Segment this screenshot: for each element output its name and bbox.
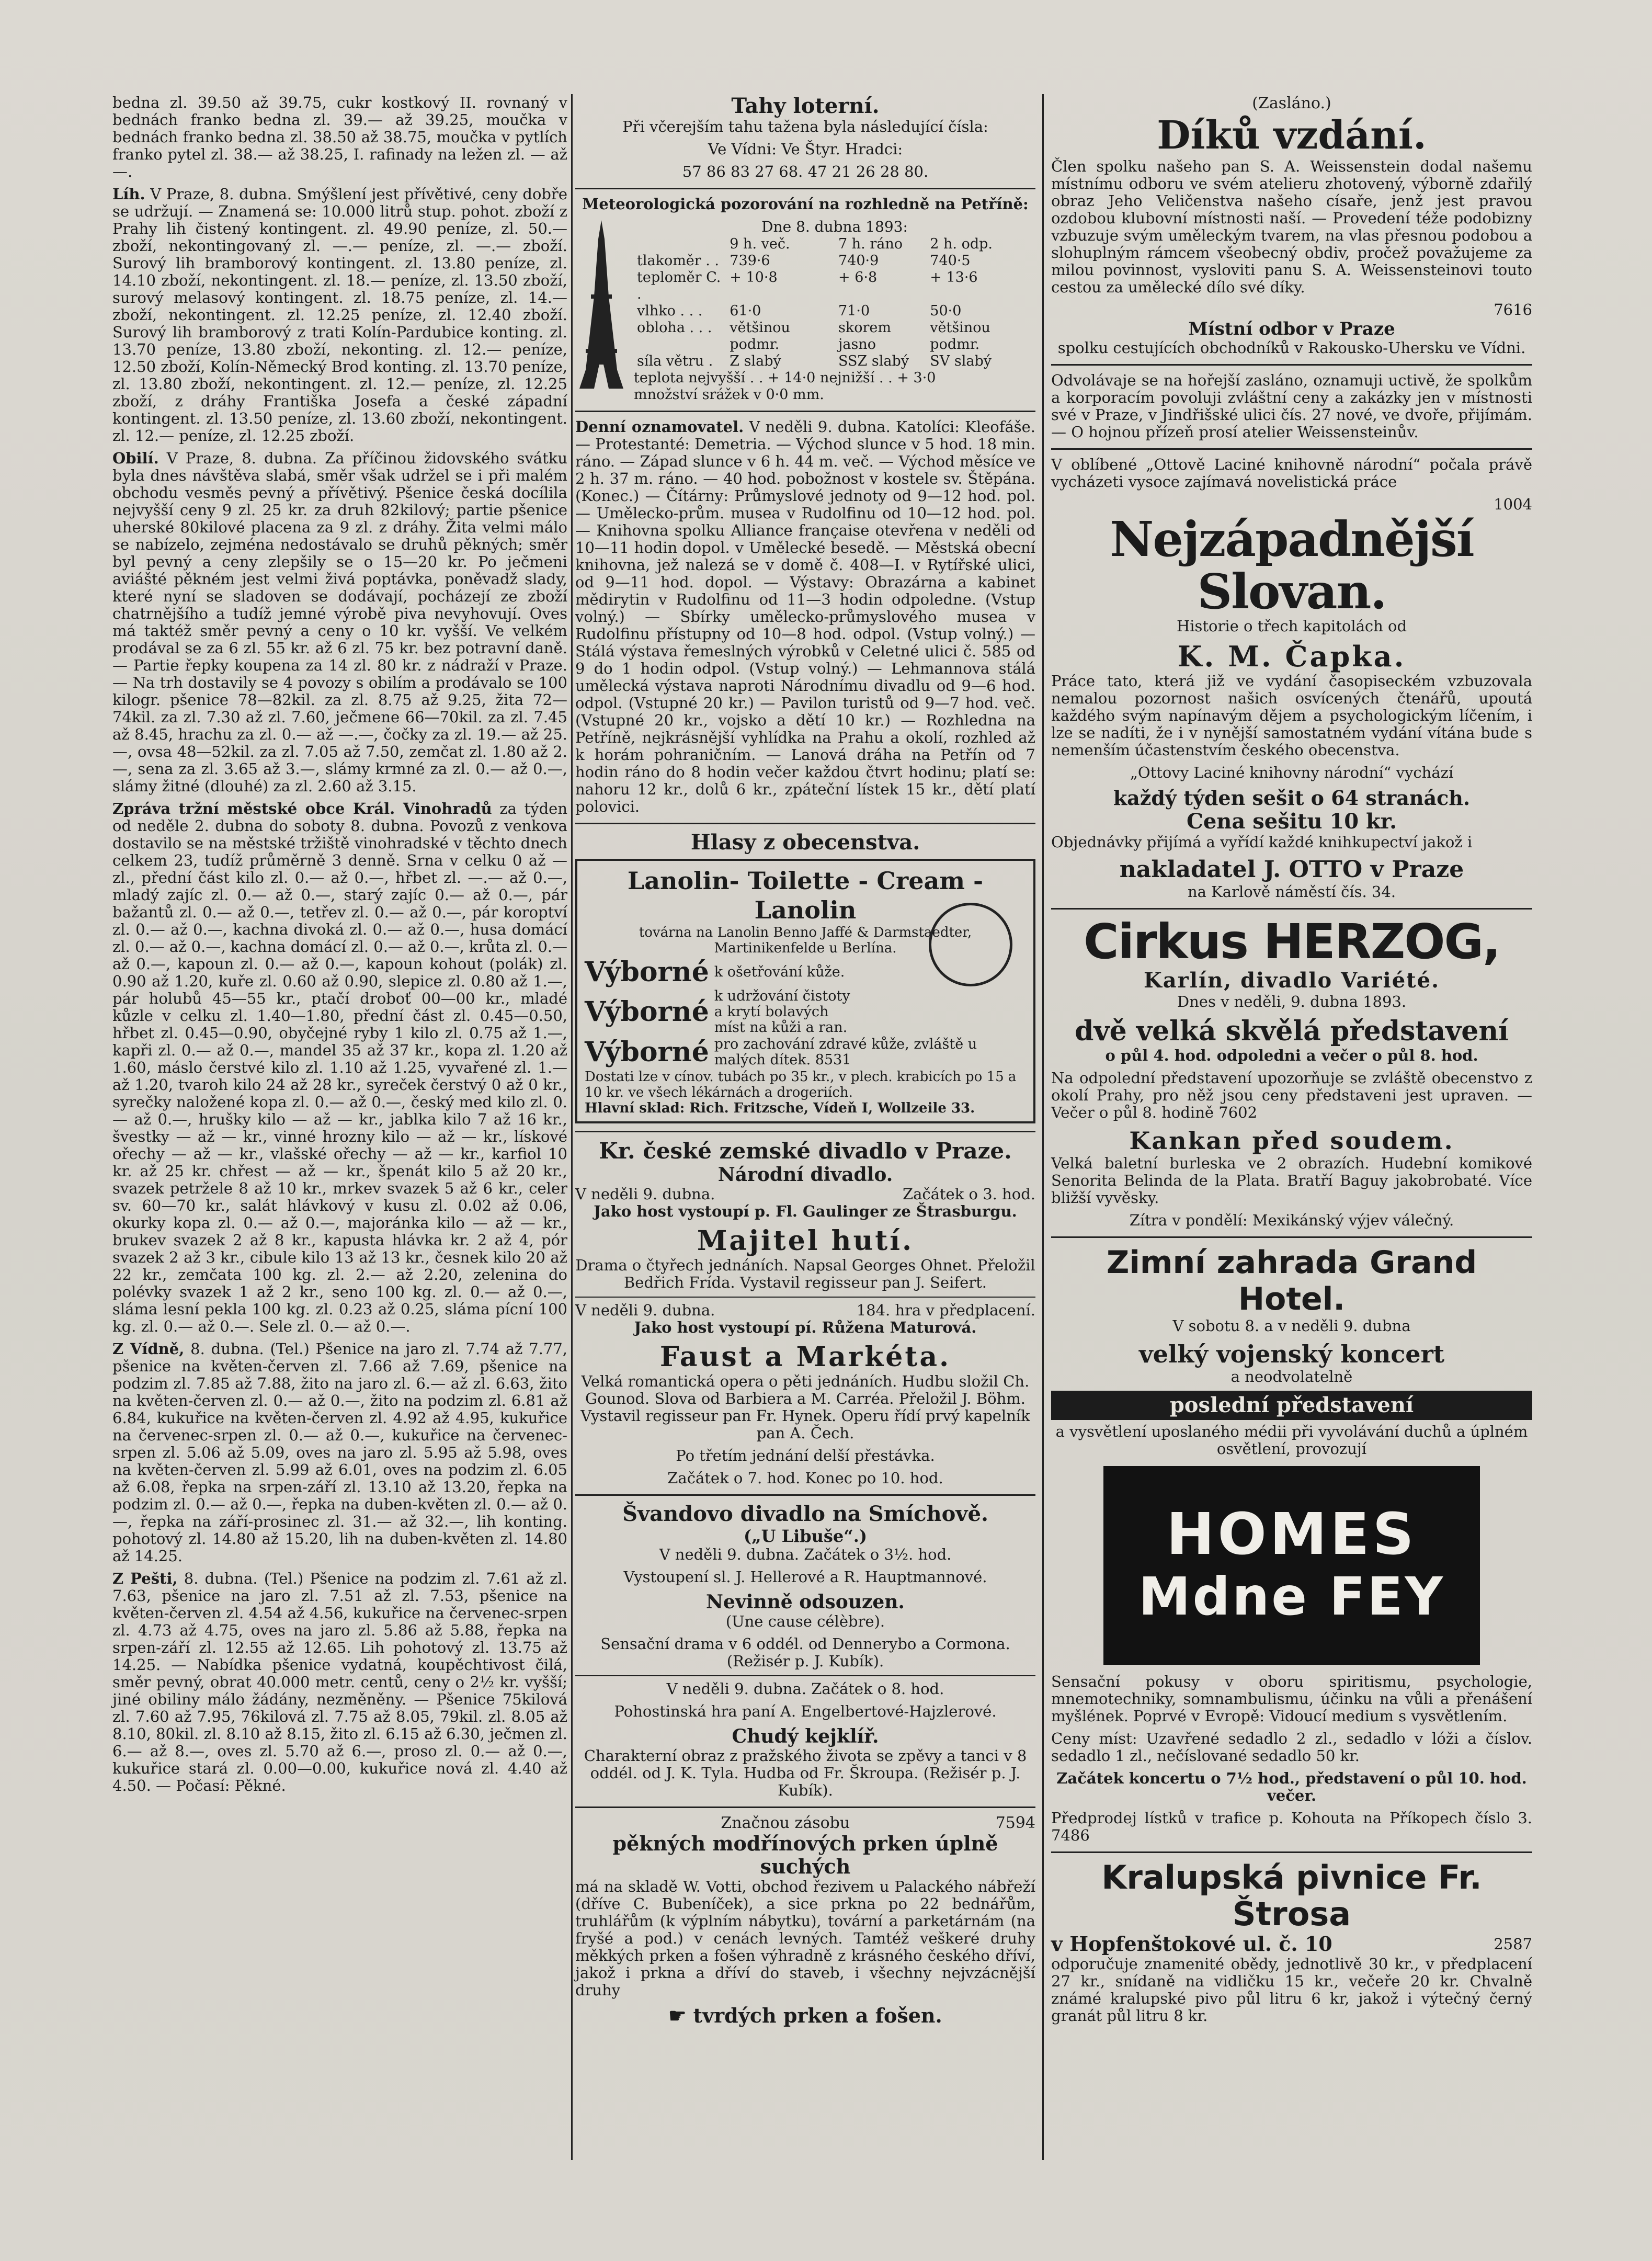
nd2-date: V neděli 9. dubna. — [575, 1301, 715, 1319]
meteo-cell: SSZ slabý — [838, 353, 909, 369]
divider — [1051, 908, 1532, 910]
meteo-cell: Z slabý — [730, 353, 781, 369]
meteo-header-cell — [634, 236, 726, 253]
pest-report — [112, 1570, 567, 1794]
divider — [575, 1806, 1035, 1808]
nd2-guest: Jako host vystoupí pí. Růžena Maturová. — [634, 1319, 977, 1336]
nd-time: Začátek o 3. hod. — [902, 1185, 1035, 1203]
otto-address: na Karlově náměstí čís. 34. — [1187, 883, 1396, 901]
meteo-row — [634, 269, 1035, 303]
homes-presale-text: Předprodej lístků v trafice p. Kohouta na Příkopech číslo 3. — [1051, 1809, 1532, 1827]
meteo-cell: 71·0 — [838, 303, 870, 319]
pub-title: Kralupská pivnice Fr. Štrosa — [1101, 1858, 1482, 1933]
thanks-signature: Místní odbor v Praze — [1188, 319, 1395, 339]
lanolin-advert — [575, 859, 1035, 1123]
national-theatre-sub: Národní divadlo. — [717, 1164, 893, 1186]
column-divider — [1042, 94, 1044, 2160]
homes-line-1: HOMES — [1166, 1501, 1417, 1567]
meteo-cell: 50·0 — [930, 303, 962, 319]
meteo-cell: většinou podmr. — [730, 320, 790, 353]
meteo-table — [634, 236, 1035, 370]
meteo-heading: Meteorologická pozorování na rozhledně na Petříně: — [582, 195, 1029, 213]
nd2-description: Velká romantická opera o pěti jednáních. Hudbu složil Ch. Gounod. Slova od Barbiera a M. Carréa. Přeložil J. Böhm. Vystavil regisseur pan Fr. Hynek. Operu řídí prvý kapelník pan A. Čech. — [580, 1372, 1030, 1442]
pest-text: 8. dubna. (Tel.) Pšenice na podzim zl. 7.61 až zl. 7.63, pšenice na jaro zl. 7.51 až zl. 7.53, pšenice na květen-červen zl. 4.54 až 4.56, kukuřice na červenec-srpen zl. 4.73 až 4.75, oves na jaro zl. 5.86 až 5.88, řepka na srpen-září zl. 12.55 až 12.65. Lih pohotový zl. 13.75 až 14.25. — Nabídka pšenice vydatná, koupěchtivost čilá, směr pevný, obrat 40.000 metr. centů, ceny o 2½ kr. vyšší; jiné obiliny málo žádány, nezměněny. — Pšenice 75kilová zl. 7.60 až 7.95, 76kilová zl. 7.75 až 8.05, 79kil. zl. 8.05 až 8.10, 80kil. zl. 8.10 až 8.15, žito zl. 6.15 až 6.30, ječmen zl. 6.— až 8.—, oves zl. 5.70 až 6.—, proso zl. 0.— až 0.—, kukuřice stará zl. 0.00—0.00, kukuřice nová zl. 4.40 až 4.50. — Počasí: Pěkné. — [112, 1570, 567, 1794]
meteo-cell: tlakoměr . . — [637, 253, 720, 269]
otto-price: Cena sešitu 10 kr. — [1186, 809, 1397, 834]
homes-times: Začátek koncertu o 7½ hod., představení o půl 10. hod. večer. — [1056, 1769, 1527, 1804]
spirits-text: V Praze, 8. dubna. Smýšlení jest přívětivé, ceny dobře se udržují. — Znamená se: 10.000 litrů stup. pohot. zboží z Prahy lih čistený kontingent. zl. 49.90 peníze, zl. 50.— zboží, nekontingovaný zl. —.— peníze, zl. —.— zboží. Surový lih bramborový kontingent. zl. 13.80 peníze, zl. 14.10 zboží, nekontingent. zl. 18.— peníze, zl. 13.50 zboží, surový melasový kontingent. zl. 18.75 peníze, zl. 14.— zboží, nekontingent. zl. 12.25 peníze, zl. 12.40 zboží. Surový lih bramborový z trati Kolín-Pardubice konting. zl. 13.70 peníze, 13.80 zboží, nekonting. zl. 12.— peníze, 12.50 zboží, Kolín-Německý Brod konting. zl. 13.70 peníze, zl. 13.80 zboží, nekontingent. zl. 12.— peníze, zl. 12.25 zboží, z dráhy Františka Josefa a české západní kontingent. zl. 13.50 peníze, zl. 13.60 zboží, nekontingent. zl. 12.— peníze, zl. 12.25 zboží. — [112, 185, 567, 445]
divider — [575, 1297, 1035, 1298]
zasl-label: (Zasláno.) — [1252, 94, 1331, 112]
vinohrady-heading: Zpráva tržní městské obce Král. Vinohradů — [112, 800, 492, 817]
otto-number: 1004 — [1494, 495, 1532, 513]
grain-heading: Obilí. — [112, 449, 159, 467]
meteo-temperature: teplota nejvyšší . . + 14·0 nejnižší . . + 3·0 — [634, 370, 936, 386]
weissenstein-notice: Odvolávaje se na hořejší zasláno, oznamuji uctivě, že spolkům a korporacím povoluji zvláštní ceny a zakázky jen v místnosti své v Praze, v Jindřišské ulici čís. 27 nové, ve dvoře, přijímám. — O hojnou přízeň prosí atelier Weissensteinův. — [1051, 371, 1532, 441]
lumber-number: 7594 — [995, 1814, 1035, 1832]
lumber-ending-text: tvrdých prken a fošen. — [693, 2004, 942, 2027]
otto-weekly-1: „Ottovy Laciné knihovny národní“ vychází — [1130, 764, 1454, 781]
meteo-row — [634, 320, 1035, 353]
nd2-play-title: Faust a Markéta. — [659, 1341, 951, 1373]
sv2-play-title: Chudý kejklíř. — [732, 1725, 879, 1747]
nd2-info: 184. hra v předplacení. — [856, 1301, 1035, 1319]
lumber-ending — [575, 2004, 1035, 2027]
lanolin-seal-icon — [929, 903, 1012, 986]
otto-intro: V oblíbené „Ottově Laciné knihovně národní“ počala právě vycházeti vysoce zajímavá novelistická práce — [1051, 456, 1532, 491]
petrin-tower-icon — [575, 218, 628, 403]
column-adverts — [1051, 94, 1532, 2030]
winter-garden-concert: velký vojenský koncert — [1138, 1340, 1445, 1368]
otto-order: Objednávky přijímá a vyřídí každé knihkupectví jakož i — [1051, 833, 1473, 851]
meteo-row — [634, 253, 1035, 269]
divider — [575, 1675, 1035, 1676]
divider — [575, 411, 1035, 412]
meteo-cell: SV slabý — [930, 353, 992, 369]
pub-text: odporučuje znamenité obědy, jednotlivě 30 kr., v předplacení 27 kr., snídaně na vidličku 15 kr., večeře 20 kr. Chvalně známé kralupské pivo půl litru 6 kr, jakož i výtečný černý granát půl litru 8 kr. — [1051, 1955, 1532, 2025]
divider — [575, 1494, 1035, 1496]
sv2-description: Charakterní obraz z pražského života se zpěvy a tanci v 8 oddél. od J. K. Tyla. Hudba od Fr. Škroupa. (Režisér p. J. Kubík). — [584, 1747, 1027, 1799]
claim-text: k ošetřování kůže. — [714, 964, 845, 980]
sv2-performers: Pohostinská hra paní A. Engelbertové-Hajzlerové. — [614, 1702, 997, 1720]
lumber-header-row — [575, 1814, 1035, 1832]
divider — [1051, 1236, 1532, 1238]
divider — [575, 188, 1035, 189]
lanolin-title: Lanolin- Toilette - Cream - Lanolin — [627, 867, 984, 924]
nd-play-title: Majitel hutí. — [697, 1225, 914, 1257]
homes-number: 7486 — [1051, 1826, 1090, 1844]
lumber-intro: Značnou zásobu — [721, 1814, 850, 1832]
lottery-places: Ve Vídni: Ve Štyr. Hradci: — [708, 140, 903, 158]
novel-author: K. M. Čapka. — [1177, 640, 1406, 673]
homes-line-2: Mdne FEY — [1138, 1566, 1445, 1627]
thanks-text: Člen spolku našeho pan S. A. Weissenstein dodal našemu místnímu odboru ve svém atelieru zhotovený, výborně zdařilý obraz Jeho Veličenstva našeho císaře, jenž jest pravou ozdobou klubovní místnosti naší. — Provedení téže podobizny vzbuzuje svým uměleckým tvarem, na vlas přesnou podobou a slohuplným rámcem všeobecný obdiv, pročež považujeme za milou povinnost, vysloviti panu S. A. Weissensteinovi touto cestou za umělecké dílo své díky. — [1051, 157, 1532, 296]
pub-number: 2587 — [1494, 1935, 1532, 1953]
otto-publisher: nakladatel J. OTTO v Praze — [1119, 856, 1464, 883]
vienna-heading: Z Vídně, — [112, 1340, 185, 1358]
column-divider — [571, 94, 573, 2160]
nd2-date-row — [575, 1302, 1035, 1319]
daily-text: V neděli 9. dubna. Katolíci: Kleofáše. — Protestanté: Demetria. — Východ slunce v 5 hod. 18 min. ráno. — Západ slunce v 6 h. 44 m. več. — Východ měsíce ve 2 h. 37 m. ráno. — 40 hod. pobožnost v kostele sv. Štěpána. (Konec.) — Čítárny: Průmyslové jednoty od 9—12 hod. pol. — Umělecko-prům. musea v Rudolfinu od 10—12 hod. pol. — Knihovna spolku Alliance française otevřena v neděli od 10—11 hodin dopol. v Umělecké besedě. — Městská obecní knihovna, jež nalezá se v domě č. 408—I. v Rytířské ulici, od 9—11 hod. dopol. — Výstavy: Obrazárna a kabinet mědirytin v Rudolfinu od 11—3 hodin odpoledne. (Vstup volný.) — Sbírky umělecko-průmyslového musea v Rudolfinu přístupny od 10—8 hod. odpol. (Vstup volný.) — Stálá výstava řemeslných výrobků v Celetné ulici č. 585 od 9 do 1 hodin odpol. (Vstup volný.) — Lehmannova stálá umělecká výstava naproti Národnímu divadlu od 9—6 hod. odpol. (Vstupné 20 kr.) — Pavilon turistů od 9—7 hod. več. (Vstupné 20 kr., vojsko a dětí 10 kr.) — Rozhledna na Petříně, nejkrásnější vyhlídka na Prahu a okolí, rozhled až k horám pohraničním. — Lanová dráha na Petřín od 7 hodin ráno do 8 hodin večer každou čtvrt hodinu; platí se: nahoru 12 kr., dolů 6 kr., zpáteční lístek 15 kr., dětí platí polovici. — [575, 418, 1036, 815]
last-performance-bar: poslední představení — [1051, 1391, 1532, 1420]
pub-address-row — [1051, 1933, 1532, 1956]
vinohrady-report — [112, 800, 567, 1335]
divider — [575, 823, 1035, 824]
claim-word: Výborné — [585, 996, 709, 1028]
vienna-text: 8. dubna. (Tel.) Pšenice na jaro zl. 7.74 až 7.77, pšenice na květen-červen zl. 7.66 až 7.69, pšenice na podzim zl. 7.85 až 7.88, žito na jaro zl. 6.— až zl. 6.63, žito na květen-červen zl. 0.— až 0.—, žito na podzim zl. 6.81 až 6.84, kukuřice na květen-červen zl. 4.92 až 4.95, kukuřice na červenec-srpen zl. 0.— až 0.—, kukuřice na červenec-srpen zl. 5.06 až 5.09, oves na jaro zl. 5.95 až 5.98, oves na květen-červen zl. 5.99 až 6.01, oves na podzim zl. 6.05 až 6.08, řepka na srpen-září zl. 13.10 až 13.20, řepka na podzim zl. 0.— až 0.—, řepka na duben-květen zl. 0.— až 0.—, řepka na září-prosinec zl. 31.— až 32.—, lih konting. pohotový zl. 14.80 až 15.20, lih na duben-květen zl. 14.80 až 14.25. — [112, 1340, 568, 1565]
circus-venue: Karlín, divadlo Variété. — [1143, 968, 1440, 993]
meteo-cell: obloha . . . — [637, 320, 712, 336]
sugar-prices: bedna zl. 39.50 až 39.75, cukr kostkový II. rovnaný v bednách franko bedna zl. 39.— až 39.25, moučka v bednách franko bedna zl. 38.50 až 38.75, moučka v pytlích franko pytel zl. 38.— až 38.25, I. rafinady na ležen zl. — až —. — [112, 94, 567, 180]
vienna-report — [112, 1340, 567, 1565]
circus-text — [1051, 1070, 1532, 1121]
weather-block — [575, 218, 1035, 403]
pub-address: v Hopfenštokové ul. č. 10 — [1051, 1932, 1332, 1956]
nd-date-row — [575, 1186, 1035, 1203]
lumber-title: pěkných modřínových prken úplně suchých — [612, 1832, 998, 1878]
public-voices-heading: Hlasy z obecenstva. — [690, 830, 920, 855]
divider — [575, 1131, 1035, 1132]
meteo-row — [634, 303, 1035, 320]
grain-report — [112, 450, 567, 795]
claim-word: Výborné — [585, 956, 709, 988]
vinohrady-text: za týden od neděle 2. dubna do soboty 8. dubna. Povozů z venkova dostavilo se na městské tržiště vinohradské v těchto dnech celkem 23, tudíž průměrně 3 denně. Srna v celku 0 až — zl., přední část kilo zl. 0.— až 0.—, hřbet zl. —.— až 0.—, mladý zajíc zl. 0.— až 0.—, starý zajíc 0.— až 0.—, pár bažantů zl. 0.— až 0.—, tetřev zl. 0.— až 0.—, pár koroptví zl. 0.— až 0.—, kachna divoká zl. 0.— až 0.—, husa domácí zl. 0.— až 0.—, kachna domácí zl. 0.— až 0.—, krůta zl. 0.— až 0.—, kapoun zl. 0.— až 0.—, kapoun kohout (polák) zl. 0.90 až 1.20, kuře zl. 0.60 až 0.90, slepice zl. 0.80 až 1.—, pár holubů 45—55 kr., ptačí droboť 00—00 kr., mladé kůzle v celku zl. 1.40—1.80, přední část zl. 0.45—0.50, hřbet zl. 0.45—0.90, obyčejné ryby 1 kilo zl. 0.75 až 1.—, kapři zl. 0.— až 0.—, mandel 35 až 37 kr., kopa zl. 1.20 až 1.60, máslo čerstvé kilo zl. 1.10 až 1.25, vyvařené zl. 1.— až 1.20, tvaroh kilo 24 až 28 kr., syreček čerstvý 0 až 0 kr., syrečky naložené kopa zl. 0.— až 0.—, český med kilo zl. 0.— až 0.—, hrušky kilo — až — kr., jablka kilo 7 až 16 kr., švestky — až — kr., vinné hrozny kilo — až — kr., lískové ořechy — až — kr., vlašské ořechy — až — kr., karfiol 10 kr. až 25 kr. chřest — až — kr., špenát kilo 5 až 20 kr., svazek petržele 8 až 10 kr., mrkev svazek 5 až 6 kr., celer sv. 60—70 kr., salát hlávkový v kusu zl. 0.02 až 0.06, okurky kopa zl. 0.— až 0.—, majoránka kilo — až — kr., brukev svazek 2 až 8 kr., kapusta hlávka kr. 2 až 4, pór svazek 2 až 3 kr., cibule kilo 13 až 13 kr., česnek kilo 20 až 22 kr., zemčata 100 kg. zl. 2.— až 2.20, zelenina do polévky svazek 1 až 2 kr., seno 100 kg. zl. 0.— až 0.—, sláma lesní pekla 100 kg. zl. 0.23 až 0.25, sláma pícní 100 kg. zl. 0.— až 0.—. Sele zl. 0.— až 0.—. — [112, 800, 567, 1335]
novel-title: Nejzápadnější Slovan. — [1110, 511, 1474, 620]
nd-guest: Jako host vystoupí p. Fl. Gaulinger ze Štrasburgu. — [594, 1202, 1017, 1220]
meteo-cell: síla větru . — [637, 353, 713, 369]
meteo-cell: vlhko . . . — [637, 303, 703, 319]
meteo-date: Dne 8. dubna 1893: — [761, 218, 908, 235]
lottery-heading: Tahy loterní. — [731, 94, 880, 118]
homes-text: Sensační pokusy v oboru spiritismu, psychologie, mnemotechniky, somnambulismu, účinku na vůli a přenášení myšlének. Poprvé v Evropě: Vidoucí medium s vysvětlením. — [1051, 1673, 1532, 1725]
meteo-cell: + 10·8 — [730, 269, 778, 286]
nd2-note: Po třetím jednání delší přestávka. — [676, 1447, 935, 1464]
lanolin-maker: továrna na Lanolin Benno Jaffé & Darmstaedter, Martinikenfelde u Berlína. — [639, 925, 972, 956]
meteo-cell: 61·0 — [730, 303, 761, 319]
otto-weekly-2: každý týden sešit o 64 stranách. — [1113, 786, 1471, 810]
spirits-heading: Líh. — [112, 185, 145, 203]
lanolin-purchase: Dostati lze v cínov. tubách po 35 kr., v plech. krabicích po 15 a 10 kr. ve všech lékárnách a drogeriích. — [585, 1069, 1017, 1100]
homes-fey-banner — [1103, 1466, 1480, 1665]
novel-text: Práce tato, která již ve vydání časopiseckém vzbuzovala nemalou pozornost našich osvícených čtenářů, upoutá každého svým napínavým dějem a psychologickým líčením, i lze se nadíti, že i v nynější samostatném vydání vítána bude s nemenším účastenstvím českého obecenstva. — [1051, 672, 1532, 759]
nd-description: Drama o čtyřech jednáních. Napsal Georges Ohnet. Přeložil Bedřich Frída. Vystavil regisseur pan J. Seifert. — [575, 1256, 1035, 1291]
daily-notices — [575, 418, 1035, 815]
sv-play-subtitle: (Une cause célèbre). — [725, 1612, 885, 1630]
claim-word: Výborné — [585, 1036, 709, 1068]
winter-garden-title: Zimní zahrada Grand Hotel. — [1106, 1244, 1477, 1317]
meteo-rain: množství srážek v 0·0 mm. — [634, 387, 824, 403]
divider — [1051, 1851, 1532, 1853]
national-theatre-heading: Kr. české zemské divadlo v Praze. — [599, 1138, 1012, 1164]
meteo-header-row — [634, 236, 1035, 253]
meteo-header-cell: 7 h. ráno — [838, 236, 903, 252]
circus-big: dvě velká skvělá představení — [1075, 1015, 1509, 1047]
thanks-number: 7616 — [1494, 301, 1532, 319]
sv-performers: Vystoupení sl. J. Hellerové a R. Hauptmannové. — [623, 1568, 987, 1586]
svanda-theatre-sub: („U Libuše“.) — [744, 1526, 867, 1546]
lanolin-depot: Hlavní sklad: Rich. Fritzsche, Vídeň I, Wollzeile 33. — [585, 1100, 975, 1116]
sv-date: V neděli 9. dubna. Začátek o 3½. hod. — [659, 1546, 952, 1563]
meteo-row — [634, 353, 1035, 370]
circus-text-body: Na odpolední představení upozorňuje se zvláště obecenstvo z okolí Prahy, pro něž jsou ceny představeni jest upraven. — Večer o půl 8. hodině — [1051, 1069, 1532, 1121]
sv-play-title: Nevinně odsouzen. — [706, 1591, 905, 1613]
meteo-cell: + 13·6 — [930, 269, 978, 286]
meteo-cell: skorem jasno — [838, 320, 891, 353]
winter-garden-last-pre: a neodvolatelně — [1231, 1368, 1353, 1385]
meteo-cell: 740·5 — [930, 253, 971, 269]
sv-description: Sensační drama v 6 oddél. od Dennerybo a Cormona. (Režisér p. J. Kubík). — [600, 1635, 1010, 1670]
meteo-cell: teploměr C. . — [637, 269, 721, 302]
claim-text: pro zachování zdravé kůže, zvláště u malých dítek. 8531 — [714, 1036, 977, 1068]
kankan-title: Kankan před soudem. — [1129, 1127, 1454, 1155]
sv2-date: V neděli 9. dubna. Začátek o 8. hod. — [666, 1680, 944, 1698]
pointing-hand-icon: ☛ — [668, 2004, 687, 2027]
homes-presale — [1051, 1810, 1532, 1844]
lottery-intro: Při včerejším tahu tažena byla následující čísla: — [622, 118, 988, 135]
thanks-heading: Díků vzdání. — [1157, 113, 1427, 158]
grain-text: V Praze, 8. dubna. Za příčinou židovského svátku byla dnes návštěva slabá, směr však udržel se i při malém obchodu vesměs pevný a přívětivý. Pšenice česká docílila nejvyšší ceny 9 zl. 25 kr. za druh 82kilový; partie pšenice uherské 80kilové placena za 9 zl. z dráhy. Žita velmi málo se nabízelo, zejména nedostávalo se druhů pěkných; směr byl pevný a ceny zlepšily se o 15—20 kr. Po ječmeni aviášté pěkném jest velmi živá poptávka, poněvadž slady, které nyní se sladoven se dodávají, pocházejí ze zboží chatrnějšího a tudíž jemné výrobě piva nevyhovují. Oves má taktéž směr pevný a ceny o 10 kr. vyšší. Ve velkém prodával se za 6 zl. 55 kr. až 6 zl. 75 kr. bez potravní daně. — Partie řepky koupena za 14 zl. 80 kr. z nádraží v Praze. — Na trh dostavily se 4 povozy s obilím a prodávalo se 100 kilogr. pšenice 78—82kil. za zl. 8.75 až 9.25, žita 72—74kil. za zl. 7.30 až zl. 7.60, ječmene 66—70kil. za zl. 7.45 až 8.45, hrachu za zl. 0.— až —.—, čočky za zl. 19.— až 25.—, ovsa 48—52kil. za zl. 7.05 až 7.50, zemčat zl. 1.80 až 2.—, sena za zl. 3.65 až 3.—, slámy krmné za zl. 0.— až 0.—, slámy žitné (dlouhé) za zl. 2.60 až 3.15. — [112, 449, 567, 795]
meteo-header-cell: 9 h. več. — [730, 236, 790, 252]
meteo-header-cell: 2 h. odp. — [930, 236, 993, 252]
kankan-text: Velká baletní burleska ve 2 obrazích. Hudební komikové Senorita Belinda de la Plata. Bratří Baguy jakobrobaté. Více bližší vyvěsky. — [1051, 1154, 1532, 1207]
svanda-theatre-heading: Švandovo divadlo na Smíchově. — [622, 1502, 988, 1526]
winter-garden-date: V sobotu 8. a v neděli 9. dubna — [1172, 1317, 1411, 1335]
lottery-numbers: 57 86 83 27 68. 47 21 26 28 80. — [682, 163, 929, 180]
winter-garden-desc: a vysvětlení uposlaného médii při vyvolávání duchů a úplném osvětlení, provozují — [1055, 1423, 1528, 1458]
circus-times: o půl 4. hod. odpoledni a večer o půl 8. hod. — [1105, 1047, 1478, 1064]
claim-text: k udržování čistoty a krytí bolavých míst na kůži a ran. — [714, 988, 850, 1036]
meteo-cell: + 6·8 — [838, 269, 878, 286]
divider — [1051, 364, 1532, 366]
circus-date: Dnes v neděli, 9. dubna 1893. — [1177, 993, 1407, 1010]
meteo-cell: 739·6 — [730, 253, 770, 269]
circus-number: 7602 — [1218, 1104, 1258, 1121]
divider — [1051, 448, 1532, 450]
meteo-cell: 740·9 — [838, 253, 879, 269]
circus-title: Cirkus HERZOG, — [1084, 914, 1500, 970]
homes-prices: Ceny míst: Uzavřené sedadlo 2 zl., sedadlo v lóži a číslov. sedadlo 1 zl., nečíslované sedadlo 50 kr. — [1051, 1730, 1532, 1765]
daily-heading: Denní oznamovatel. — [575, 418, 744, 436]
column-market-reports — [112, 94, 567, 1800]
lumber-text: má na skladě W. Votti, obchod řezivem u Palackého nábřeží (dříve C. Bubeníček), a sice prkna po 22 bednářům, truhlářům (k výplním nábytku), tovární a parketárnám (na fryšé a pod.) v cenách levných. Tamtéž veškeré druhy měkkých prken a fošen výhradně z krásného českého dříví, jakož i prkna a dříví do staveb, i všechny nejvzácnější druhy — [575, 1878, 1035, 1999]
nd2-time: Začátek o 7. hod. Konec po 10. hod. — [667, 1469, 943, 1487]
nd-date: V neděli 9. dubna. — [575, 1185, 715, 1203]
tomorrow: Zítra v pondělí: Mexikánský výjev válečný. — [1129, 1211, 1454, 1229]
pest-heading: Z Pešti, — [112, 1570, 178, 1587]
spirits-report — [112, 186, 567, 445]
column-notices — [575, 94, 1035, 2027]
novel-subtitle: Historie o třech kapitolách od — [1176, 617, 1407, 635]
lanolin-claim — [585, 989, 1026, 1036]
meteo-cell: většinou podmr. — [930, 320, 990, 353]
thanks-signature-sub: spolku cestujících obchodníků v Rakousko-Uhersku ve Vídni. — [1057, 339, 1526, 357]
lanolin-claim — [585, 1037, 1026, 1068]
